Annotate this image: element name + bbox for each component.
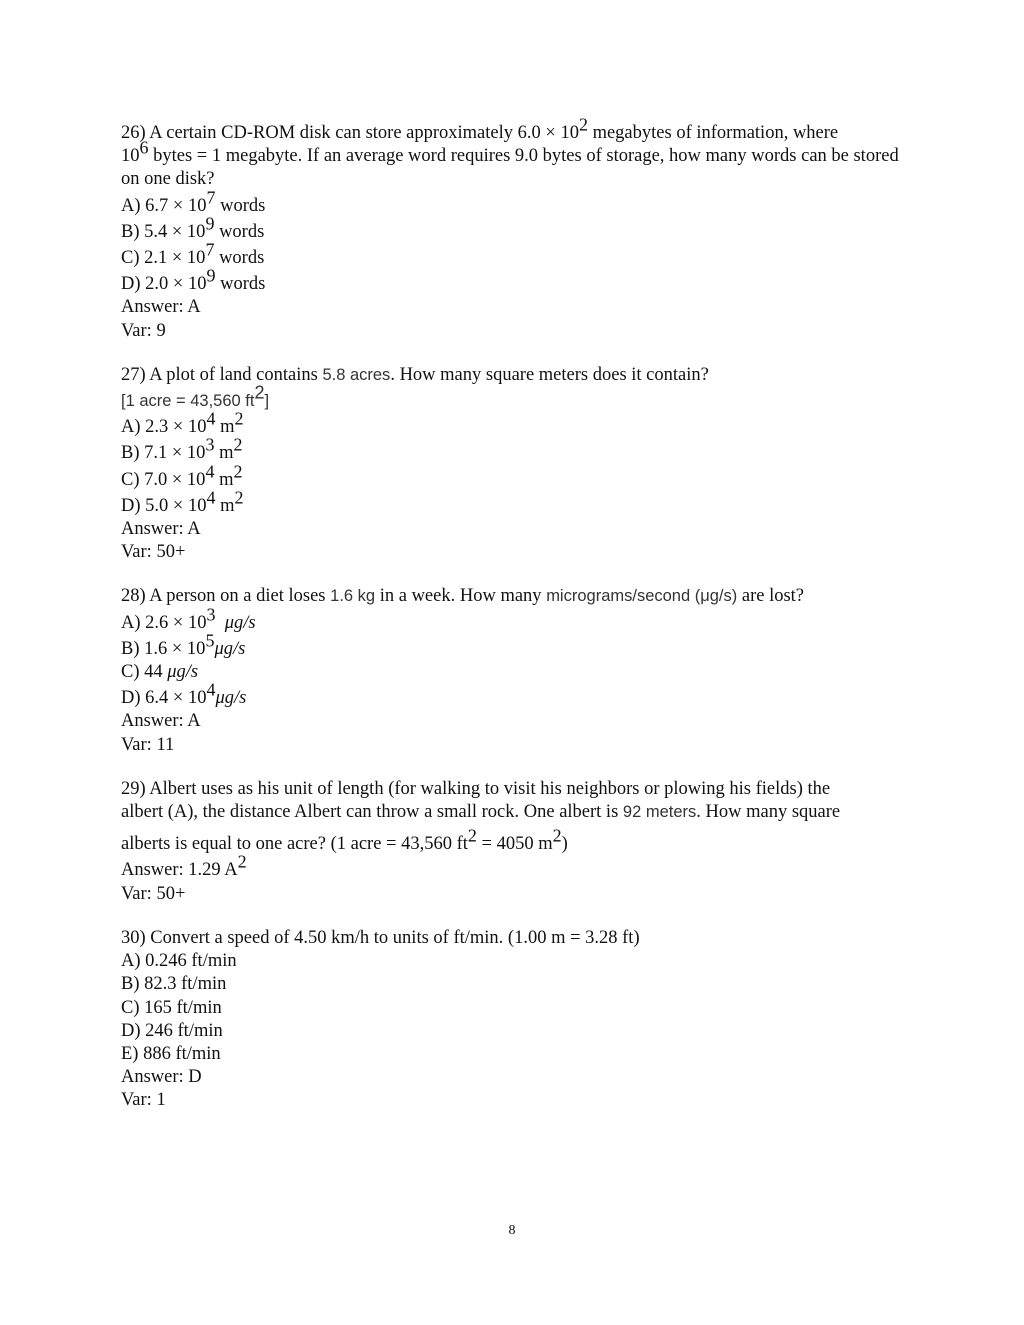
- answer: Answer: A: [121, 519, 201, 540]
- choice-b: B) $5.4 \times 10^9$ words: [121, 213, 265, 242]
- choice-d: D) 246 ft/min: [121, 1020, 223, 1041]
- embedded-value-image: 92 meters: [622, 803, 697, 822]
- stem-text: bytes = 1 megabyte. If an average word requires 9.0 bytes of storage, how many words can be stored on one disk?: [121, 146, 899, 190]
- question-27: [121, 364, 921, 565]
- choice-a: A) 0.246 ft/min: [121, 951, 237, 972]
- choice-b: B) $7.1 \times 10^3$ $m^2$: [121, 434, 243, 464]
- page-number: 8: [508, 1223, 516, 1238]
- choice-a: A) $2.6 \times 10^3$ μg/s: [121, 604, 256, 633]
- conversion-note: [1 acre = 43,560 $ft^2$]: [121, 382, 270, 411]
- question-28: [121, 585, 921, 756]
- choice-d: D) $2.0 \times 10^9$ words: [121, 265, 266, 295]
- stem-text: 10: [121, 146, 140, 167]
- question-29-stem-line-2: albert (A), the distance Albert can throw a small rock. One albert is 92 meters. How many square: [121, 802, 841, 823]
- choice-e: E) 886 ft/min: [121, 1043, 221, 1064]
- choice-c: C) 165 ft/min: [121, 997, 222, 1018]
- question-28-stem: 28) A person on a diet loses 1.6 kg in a week. How many micrograms/second (μg/s) are lost?: [121, 586, 805, 607]
- choice-b: B) 82.3 ft/min: [121, 974, 227, 995]
- question-29-stem-line-3: alberts is equal to one acre? (1 acre = 43,560 $ft^2 = 4050$ $m^2$): [121, 825, 568, 855]
- variant-count: Var: 50+: [121, 542, 186, 563]
- answer: Answer: A: [121, 297, 201, 318]
- choice-b: B) $1.6 \times 10^5\mu g/s$: [121, 630, 246, 659]
- embedded-value-image: 5.8 acres: [322, 365, 391, 384]
- answer: Answer: 1.29 $A^2$: [121, 851, 247, 881]
- answer: Answer: A: [121, 711, 201, 732]
- choice-a: A) $2.3 \times 10^4$ $m^2$: [121, 408, 244, 438]
- question-30-stem: 30) Convert a speed of 4.50 km/h to units of ft/min. (1.00 m = 3.28 ft): [121, 927, 640, 948]
- stem-text: megabytes of information, where: [587, 123, 839, 143]
- choice-a: A) $6.7 \times 10^7$ words: [121, 187, 266, 216]
- choice-d: D) $6.4 \times 10^4\mu g/s$: [121, 679, 247, 709]
- embedded-value-image: 1.6 kg: [330, 587, 376, 606]
- question-list: [121, 114, 921, 1134]
- choice-c: C) $2.1 \times 10^7$ words: [121, 239, 265, 269]
- question-30: [121, 927, 921, 1113]
- question-27-stem: 27) A plot of land contains 5.8 acres. How many square meters does it contain?: [121, 364, 709, 385]
- question-29-stem-line-1: 29) Albert uses as his unit of length (for walking to visit his neighbors or plowing his fields) the: [121, 778, 831, 799]
- question-26-stem: [121, 114, 921, 192]
- answer: Answer: D: [121, 1067, 202, 1088]
- variant-count: Var: 11: [121, 734, 175, 755]
- choice-c: C) $7.0 \times 10^4$ $m^2$: [121, 461, 243, 490]
- exponent: 6: [139, 137, 149, 158]
- variant-count: Var: 9: [121, 320, 166, 341]
- exponent: 2: [578, 114, 588, 135]
- stem-text: 26) A certain CD-ROM disk can store approximately 6.0 × 10: [121, 123, 579, 143]
- question-26: [121, 114, 921, 343]
- variant-count: Var: 50+: [121, 883, 186, 904]
- embedded-unit-image: micrograms/second (μg/s): [546, 587, 738, 606]
- choice-d: D) $5.0 \times 10^4$ $m^2$: [121, 487, 244, 516]
- choice-c: C) 44 μg/s: [121, 662, 199, 683]
- question-29: [121, 778, 921, 906]
- variant-count: Var: 1: [121, 1090, 166, 1111]
